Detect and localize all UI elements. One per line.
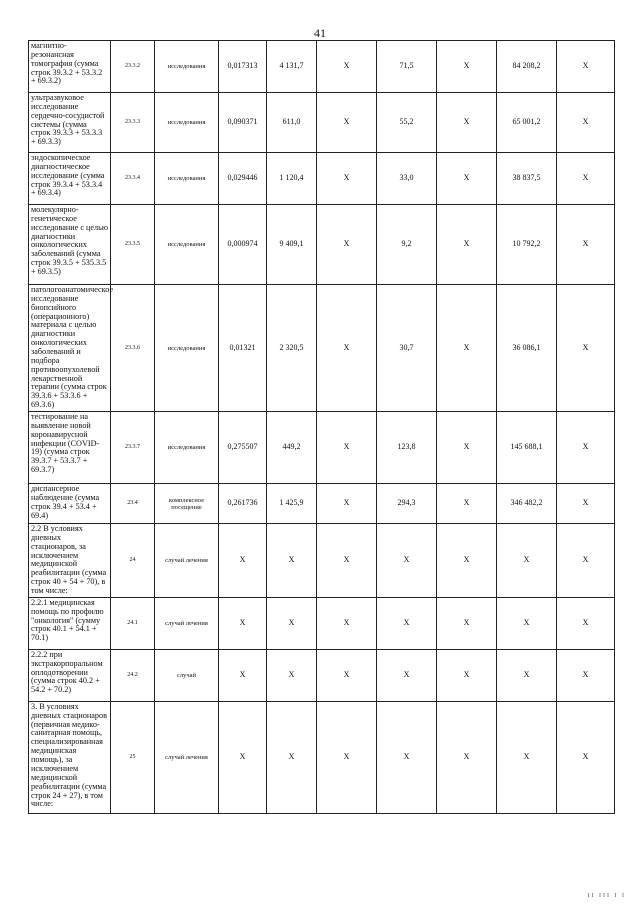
footer-mark: II III I I (587, 893, 626, 899)
cell-unit: случай (155, 649, 219, 701)
cell-c4: 0,261736 (219, 484, 267, 524)
cell-c4: 0,275507 (219, 412, 267, 484)
cell-c9: X (497, 701, 557, 813)
cell-c5: 1 425,9 (267, 484, 317, 524)
page-number: 41 (314, 26, 326, 40)
financing-table (28, 40, 615, 814)
cell-c10: X (557, 524, 615, 598)
cell-c4: 0,090371 (219, 93, 267, 153)
cell-code: 23.3.2 (111, 41, 155, 93)
cell-c4: 0,017313 (219, 41, 267, 93)
cell-c7: X (377, 701, 437, 813)
table-row (29, 41, 615, 93)
cell-name: магнитно-резонансная томография (сумма строк 39.3.2 + 53.3.2 + 69.3.2) (29, 41, 111, 93)
cell-c8: X (437, 41, 497, 93)
cell-unit: случай лечения (155, 701, 219, 813)
cell-c8: X (437, 701, 497, 813)
cell-c10: X (557, 597, 615, 649)
cell-c4: X (219, 597, 267, 649)
table-row (29, 649, 615, 701)
cell-c5: 9 409,1 (267, 205, 317, 285)
cell-c6: X (317, 597, 377, 649)
cell-c9: 38 837,5 (497, 153, 557, 205)
cell-unit: исследования (155, 153, 219, 205)
cell-c6: X (317, 524, 377, 598)
cell-c9: 65 001,2 (497, 93, 557, 153)
cell-code: 23.3.4 (111, 153, 155, 205)
cell-c8: X (437, 412, 497, 484)
cell-code: 24 (111, 524, 155, 598)
cell-code: 23.4 (111, 484, 155, 524)
cell-c6: X (317, 649, 377, 701)
cell-c6: X (317, 412, 377, 484)
cell-name: тестирование на выявление новой коронавирусной инфекции (COVID-19) (сумма строк 39.3.7 + 53.3.7 + 69.3.7) (29, 412, 111, 484)
cell-unit: случай лечения (155, 597, 219, 649)
cell-c10: X (557, 484, 615, 524)
cell-c6: X (317, 285, 377, 412)
cell-c10: X (557, 93, 615, 153)
cell-c9: 145 688,1 (497, 412, 557, 484)
cell-code: 24.1 (111, 597, 155, 649)
cell-c9: 10 792,2 (497, 205, 557, 285)
cell-c7: 123,8 (377, 412, 437, 484)
cell-c7: X (377, 597, 437, 649)
cell-c10: X (557, 41, 615, 93)
cell-name: 2.2.2 при экстракорпоральном оплодотворении (сумма строк 40.2 + 54.2 + 70.2) (29, 649, 111, 701)
cell-name: 3. В условиях дневных стационаров (первичная медико-санитарная помощь, специализированная медицинская помощь), за исключением медицинской реабилитации (сумма строк 24 + 27), в том числе: (29, 701, 111, 813)
cell-c9: X (497, 649, 557, 701)
cell-unit: исследования (155, 285, 219, 412)
cell-name: патологоанатомическое исследование биопсийного (операционного) материала с целью диагностики онкологических заболеваний и подбора противоопухолевой лекарственной терапии (сумма строк 39.3.6 + 53.3.6 + 69.3.6) (29, 285, 111, 412)
cell-c7: 71,5 (377, 41, 437, 93)
cell-c5: 611,0 (267, 93, 317, 153)
cell-c7: 55,2 (377, 93, 437, 153)
cell-unit: исследования (155, 93, 219, 153)
cell-unit: исследования (155, 41, 219, 93)
cell-unit: случай лечения (155, 524, 219, 598)
cell-c9: 84 208,2 (497, 41, 557, 93)
cell-code: 23.3.5 (111, 205, 155, 285)
cell-c4: X (219, 649, 267, 701)
table-row (29, 285, 615, 412)
cell-c6: X (317, 153, 377, 205)
cell-c8: X (437, 484, 497, 524)
cell-c4: X (219, 524, 267, 598)
cell-c6: X (317, 484, 377, 524)
cell-c7: 294,3 (377, 484, 437, 524)
table-row (29, 93, 615, 153)
cell-c5: X (267, 649, 317, 701)
cell-c4: 0,000974 (219, 205, 267, 285)
cell-code: 23.3.3 (111, 93, 155, 153)
cell-name: молекулярно-генетическое исследование с целью диагностики онкологических заболеваний (сумма строк 39.3.5 + 535.3.5 + 69.3.5) (29, 205, 111, 285)
cell-c10: X (557, 153, 615, 205)
cell-c4: X (219, 701, 267, 813)
cell-unit: комплексное посещение (155, 484, 219, 524)
cell-code: 23.3.7 (111, 412, 155, 484)
table-row (29, 484, 615, 524)
cell-c7: 30,7 (377, 285, 437, 412)
cell-c10: X (557, 205, 615, 285)
cell-c9: 346 482,2 (497, 484, 557, 524)
cell-c7: X (377, 524, 437, 598)
cell-c5: X (267, 701, 317, 813)
cell-name: ультразвуковое исследование сердечно-сосудистой системы (сумма строк 39.3.3 + 53.3.3 + 69.3.3) (29, 93, 111, 153)
table-row (29, 205, 615, 285)
cell-c10: X (557, 285, 615, 412)
cell-c6: X (317, 41, 377, 93)
table-row (29, 597, 615, 649)
cell-c9: X (497, 597, 557, 649)
cell-unit: исследования (155, 205, 219, 285)
cell-name: 2.2.1 медицинская помощь по профилю "онкология" (сумму строк 40.1 + 54.1 + 70.1) (29, 597, 111, 649)
cell-name: диспансерное наблюдение (сумма строк 39.4 + 53.4 + 69.4) (29, 484, 111, 524)
cell-c9: X (497, 524, 557, 598)
cell-c7: 9,2 (377, 205, 437, 285)
cell-c8: X (437, 649, 497, 701)
cell-c5: 449,2 (267, 412, 317, 484)
cell-c8: X (437, 524, 497, 598)
cell-c9: 36 086,1 (497, 285, 557, 412)
table-row (29, 701, 615, 813)
cell-c8: X (437, 205, 497, 285)
cell-c5: X (267, 597, 317, 649)
cell-c6: X (317, 93, 377, 153)
cell-c8: X (437, 285, 497, 412)
cell-c8: X (437, 597, 497, 649)
cell-c6: X (317, 205, 377, 285)
table-row (29, 412, 615, 484)
cell-code: 23.3.6 (111, 285, 155, 412)
table-row (29, 153, 615, 205)
cell-code: 24.2 (111, 649, 155, 701)
cell-code: 25 (111, 701, 155, 813)
cell-c6: X (317, 701, 377, 813)
cell-c5: 4 131,7 (267, 41, 317, 93)
cell-c8: X (437, 153, 497, 205)
cell-c7: X (377, 649, 437, 701)
cell-c4: 0,029446 (219, 153, 267, 205)
cell-c7: 33,0 (377, 153, 437, 205)
table-row (29, 524, 615, 598)
cell-unit: исследования (155, 412, 219, 484)
cell-c5: 2 320,5 (267, 285, 317, 412)
cell-name: 2.2 В условиях дневных стационаров, за исключением медицинской реабилитации (сумма строк 40 + 54 + 70), в том числе: (29, 524, 111, 598)
cell-c4: 0,01321 (219, 285, 267, 412)
cell-c5: 1 120,4 (267, 153, 317, 205)
cell-c10: X (557, 701, 615, 813)
cell-name: эндоскопическое диагностическое исследование (сумма строк 39.3.4 + 53.3.4 + 69.3.4) (29, 153, 111, 205)
cell-c10: X (557, 649, 615, 701)
cell-c5: X (267, 524, 317, 598)
cell-c10: X (557, 412, 615, 484)
cell-c8: X (437, 93, 497, 153)
